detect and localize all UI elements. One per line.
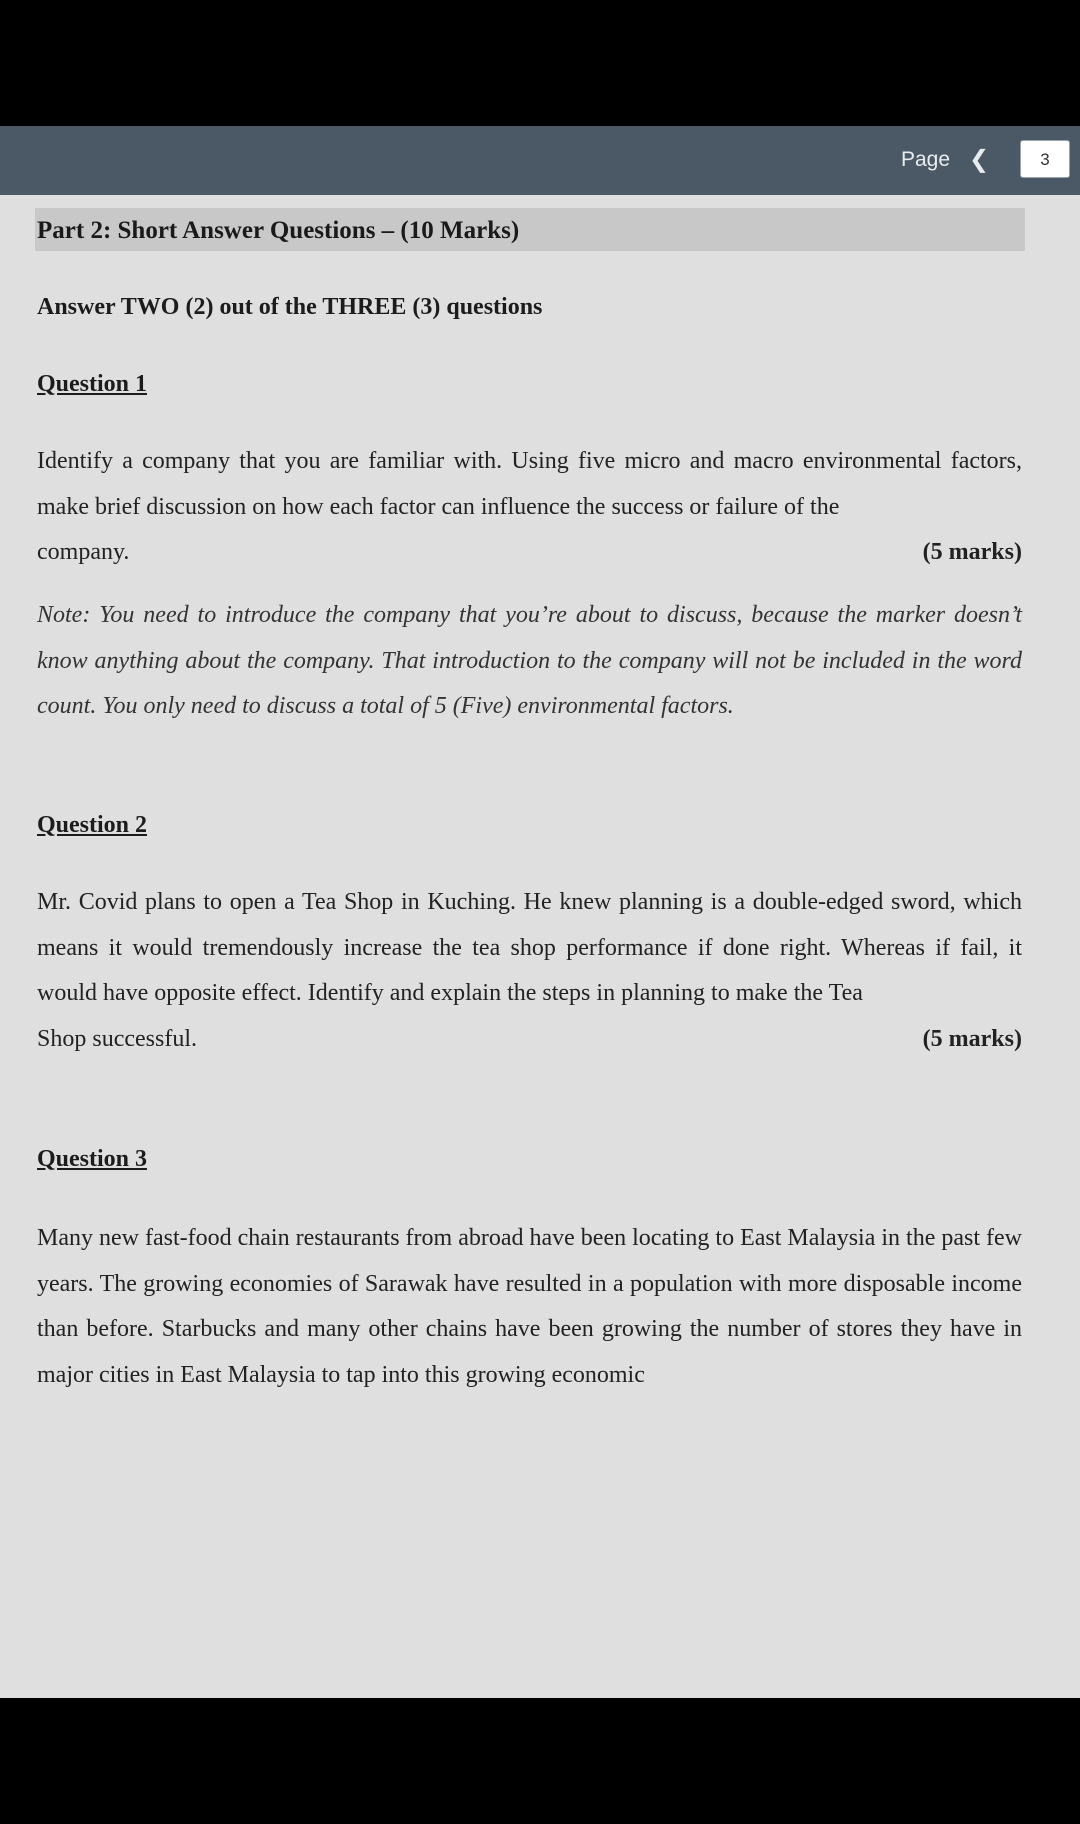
question-2-marks: (5 marks) [922,1025,1022,1052]
question-1-note: Note: You need to introduce the company that you’re about to discuss, because the marker doesn’t know anything about the company. That introduction to the company will not be included in the word count. You only need to discuss a total of 5 (Five) environmental factors. [37,602,1022,719]
viewer-toolbar [0,126,1080,195]
question-1-title: Question 1 [37,371,148,397]
question-2-text: Mr. Covid plans to open a Tea Shop in Kuching. He knew planning is a double-edged sword, which means it would tremendously increase the tea shop performance if done right. Whereas if fail, it would have opposite effect. Identify and explain the steps in planning to make the Tea [37,889,1022,1006]
question-3-body [37,1216,1022,1396]
instruction-text: Answer TWO (2) out of the THREE (3) questions [37,294,543,320]
question-2-body [37,880,1022,1062]
question-1-marks: (5 marks) [922,539,1022,565]
page-label: Page [900,148,950,171]
question-2-title: Question 2 [37,812,148,838]
question-3-title: Question 3 [37,1146,148,1172]
page-number-input[interactable]: 3 [1020,140,1070,178]
question-1-last-line: company. [37,539,130,565]
question-2-last-line: Shop successful. [37,1025,197,1052]
question-1-body [37,439,1022,576]
question-3-text: Many new fast-food chain restaurants from abroad have been locating to East Malaysia in the past few years. The growing economies of Sarawak have resulted in a population with more disposable income than before. Starbucks and many other chains have been growing the number of stores they have in major cities in East Malaysia to tap into this growing economic [37,1225,1022,1388]
question-1-text: Identify a company that you are familiar with. Using five micro and macro environmental factors, make brief discussion on how each factor can influence the success or failure of the [37,448,1022,520]
document-page [0,195,1080,1698]
chevron-left-icon[interactable]: ❮ [968,145,990,173]
part-title: Part 2: Short Answer Questions – (10 Marks) [35,208,1025,251]
